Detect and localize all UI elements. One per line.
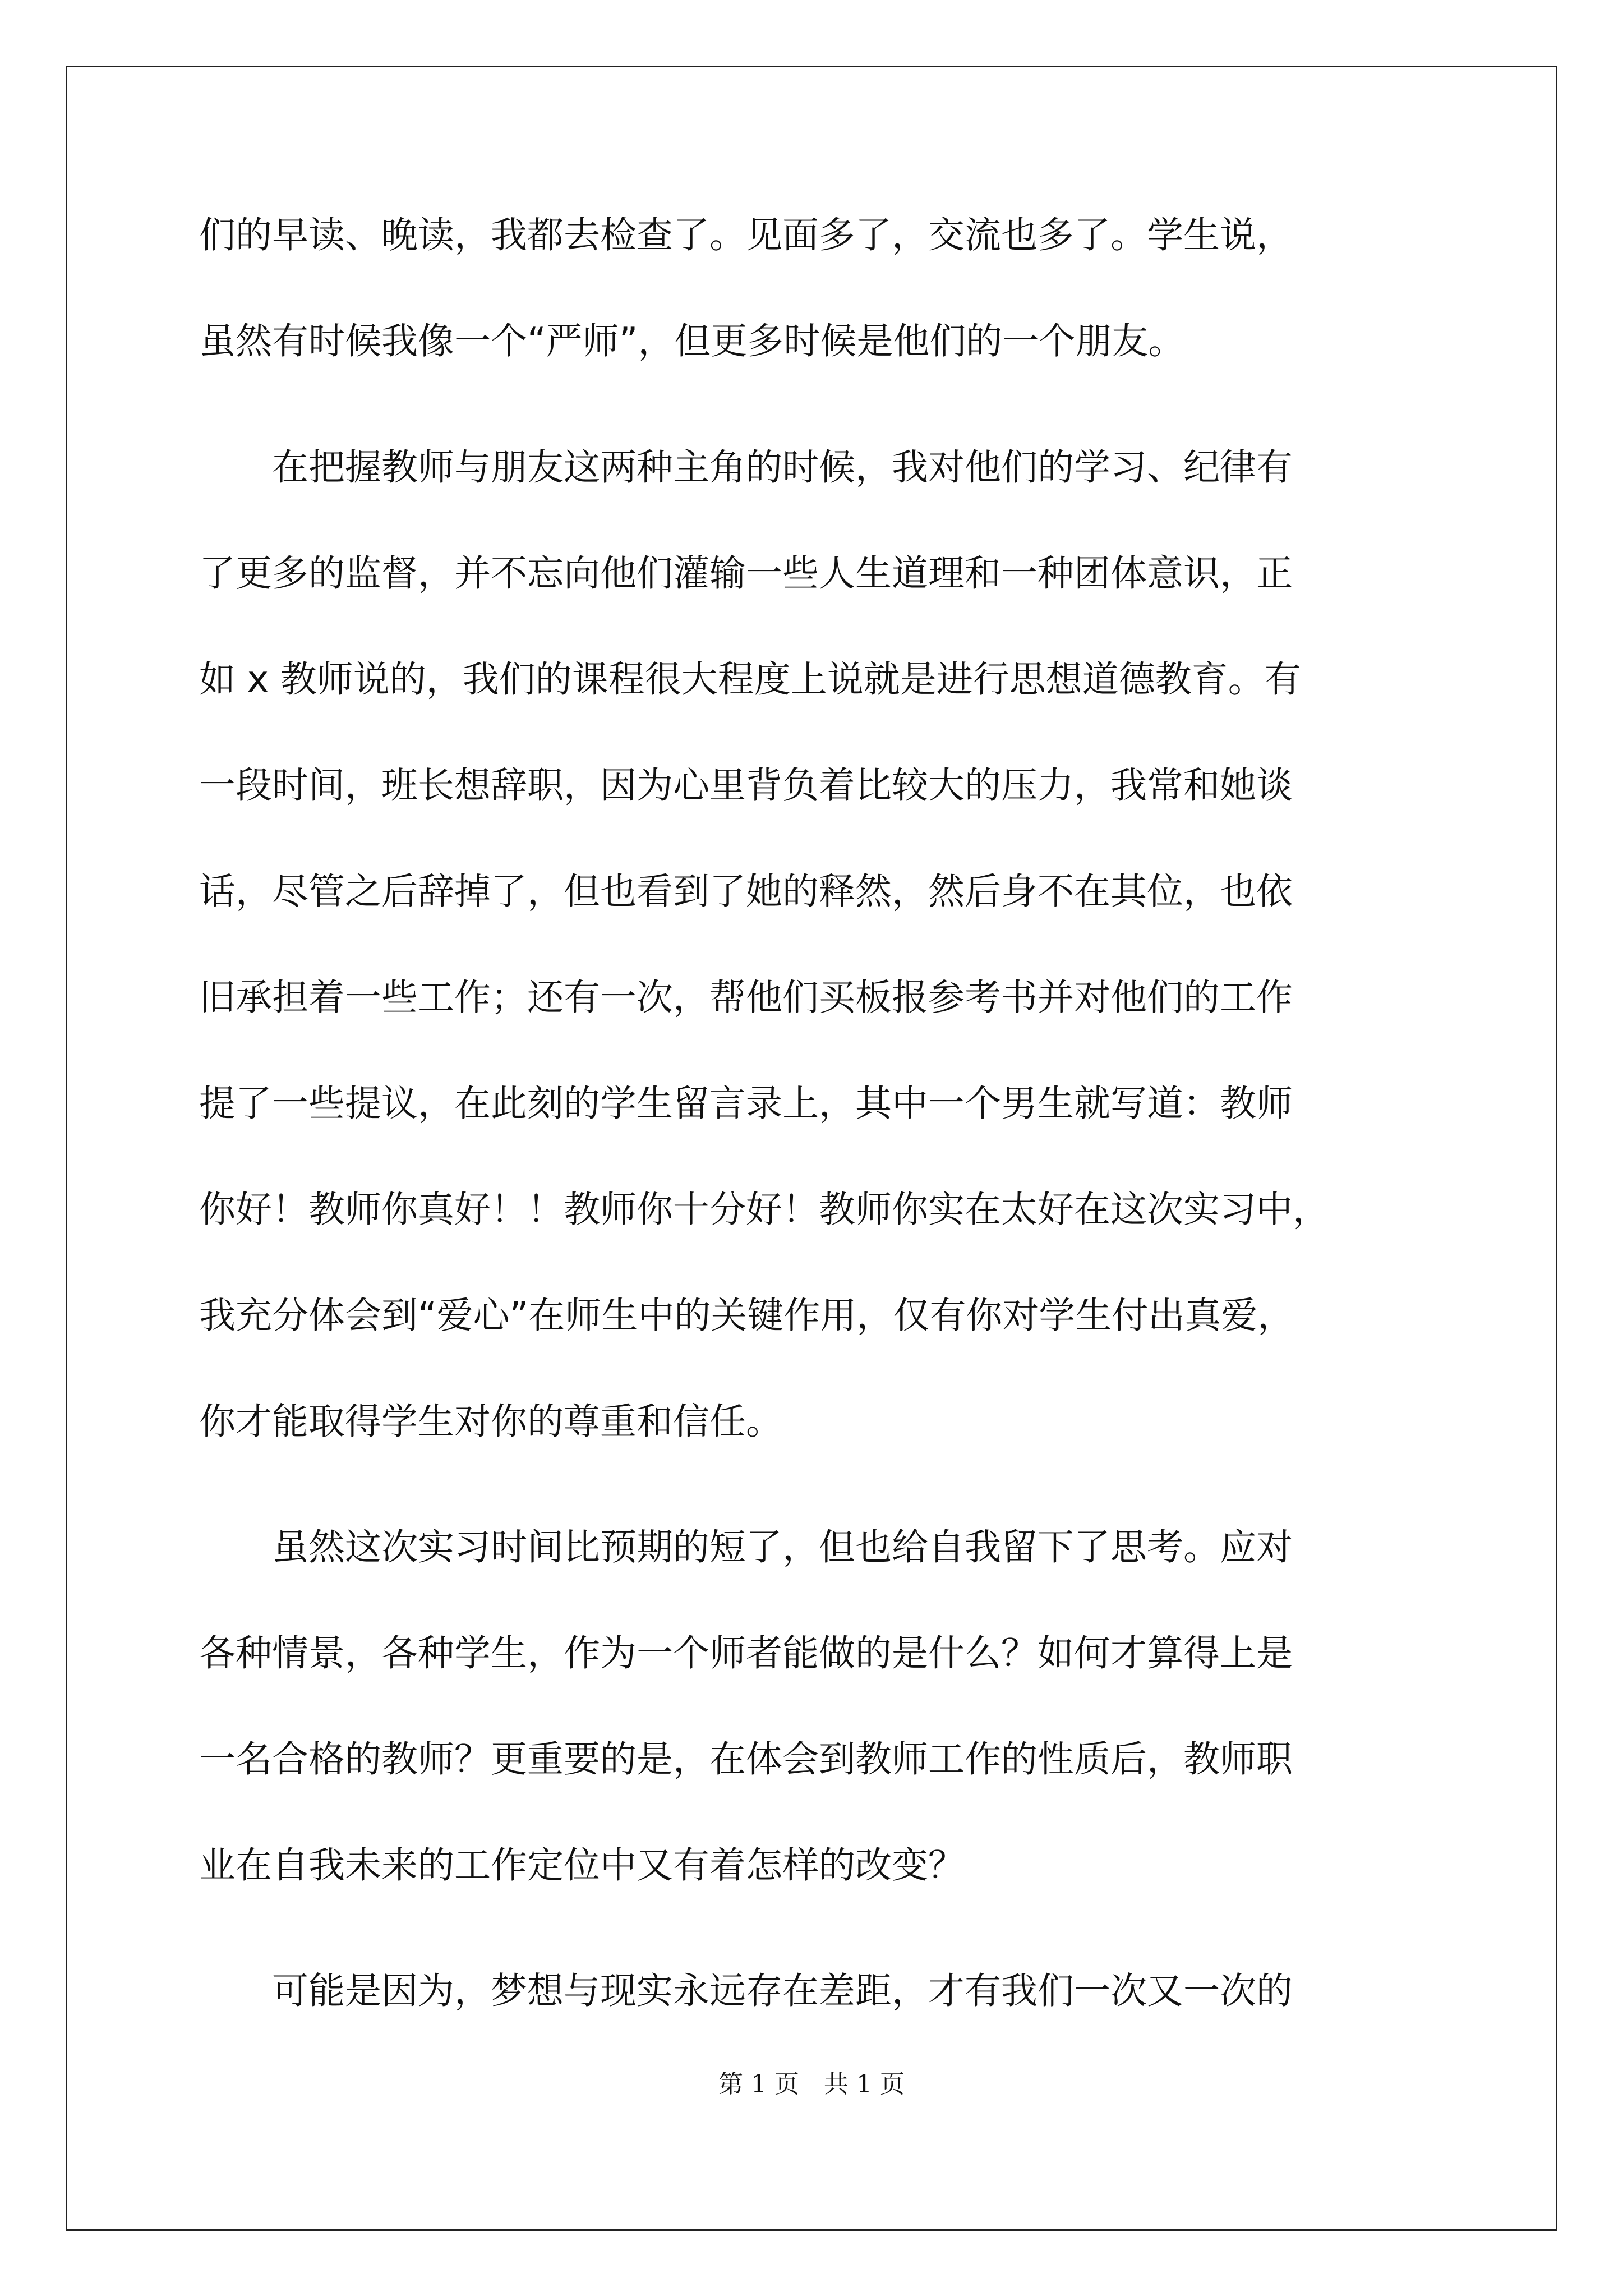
text-line-5: 如 x 教师说的，我们的课程很大程度上说就是进行思想道德教育。有 [199, 659, 1301, 701]
text-line-12: 你才能取得学生对你的尊重和信任。 [199, 1401, 783, 1443]
text-line-8: 旧承担着一些工作；还有一次，帮他们买板报参考书并对他们的工作 [199, 977, 1293, 1019]
text-line-4: 了更多的监督，并不忘向他们灌输一些人生道理和一种团体意识，正 [199, 553, 1293, 595]
text-line-7: 话，尽管之后辞掉了，但也看到了她的释然，然后身不在其位，也依 [199, 871, 1293, 913]
text-line-15: 一名合格的教师？更重要的是，在体会到教师工作的性质后，教师职 [199, 1738, 1293, 1780]
text-line-10: 你好！教师你真好！！教师你十分好！教师你实在太好在这次实习中， [199, 1189, 1330, 1231]
page-number-footer: 第 1 页 共 1 页 [718, 2070, 905, 2099]
text-line-6: 一段时间，班长想辞职，因为心里背负着比较大的压力，我常和她谈 [199, 765, 1293, 807]
text-line-16: 业在自我未来的工作定位中又有着怎样的改变？ [199, 1844, 965, 1887]
text-line-14: 各种情景，各种学生，作为一个师者能做的是什么？如何才算得上是 [199, 1632, 1293, 1674]
text-line-11: 我充分体会到“爱心”在师生中的关键作用，仅有你对学生付出真爱， [199, 1295, 1294, 1337]
text-line-1: 们的早读、晚读，我都去检查了。见面多了，交流也多了。学生说， [199, 214, 1293, 256]
text-line-17: 可能是因为，梦想与现实永远存在差距，才有我们一次又一次的 [199, 1970, 1293, 2012]
text-line-3: 在把握教师与朋友这两种主角的时候，我对他们的学习、纪律有 [199, 447, 1293, 489]
text-line-13: 虽然这次实习时间比预期的短了，但也给自我留下了思考。应对 [199, 1526, 1293, 1568]
text-line-2: 虽然有时候我像一个“严师”，但更多时候是他们的一个朋友。 [199, 320, 1185, 362]
page-border [66, 66, 1557, 2231]
text-line-9: 提了一些提议，在此刻的学生留言录上，其中一个男生就写道：教师 [199, 1083, 1293, 1125]
